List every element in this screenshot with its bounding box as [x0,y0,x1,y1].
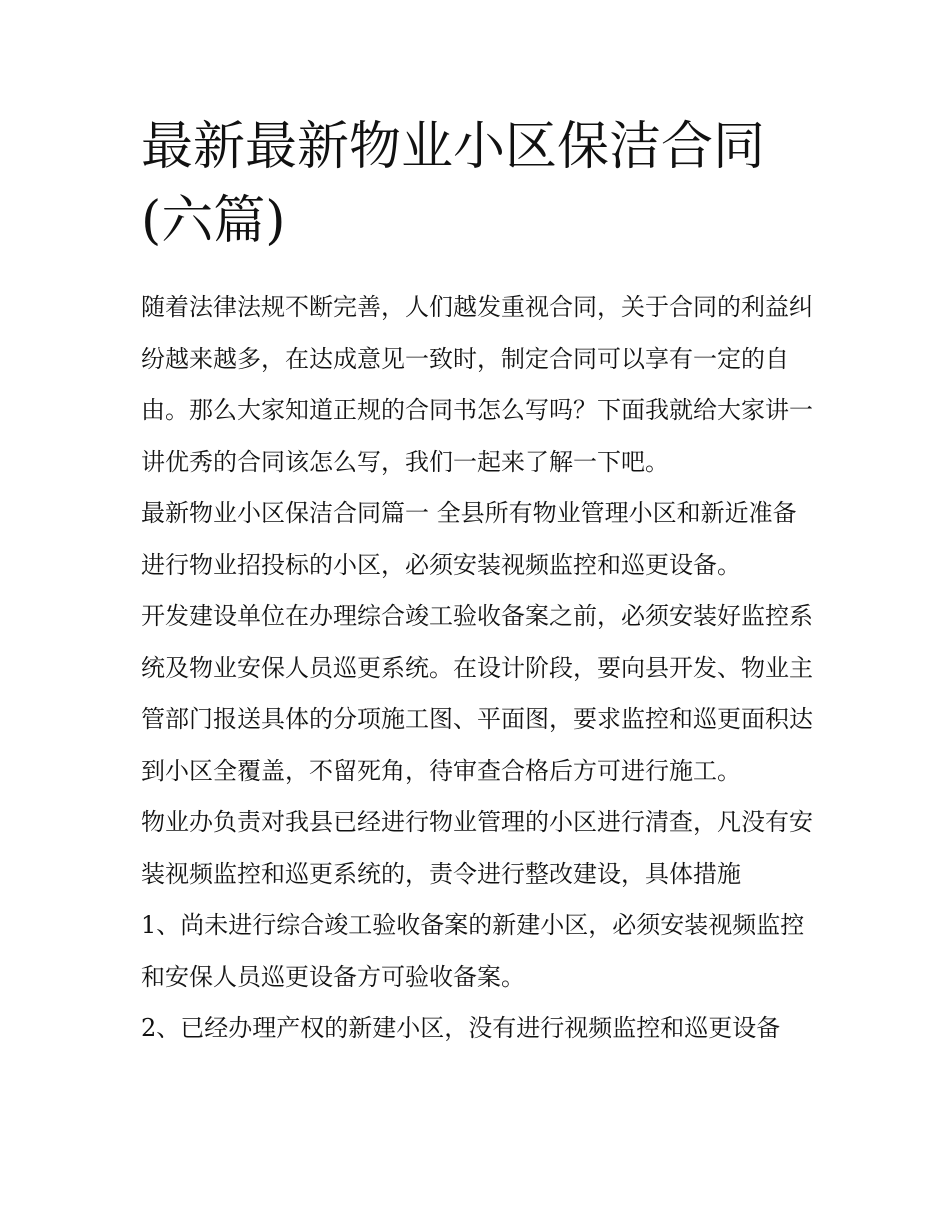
measure-two-paragraph: 2、已经办理产权的新建小区，没有进行视频监控和巡更设备 [141,1014,781,1042]
document-body [141,110,813,1055]
intro-paragraph: 随着法律法规不断完善，人们越发重视合同，关于合同的利益纠纷越来越多，在达成意见一致时，制定合同可以享有一定的自由。那么大家知道正规的合同书怎么写吗？下面我就给大家讲一讲优秀的合同该怎么写，我们一起来了解一下吧。 [141,293,813,476]
measure-one-paragraph: 1、尚未进行综合竣工验收备案的新建小区，必须安装视频监控和安保人员巡更设备方可验收备案。 [141,911,805,991]
developer-requirement-paragraph: 开发建设单位在办理综合竣工验收备案之前，必须安装好监控系统及物业安保人员巡更系统。在设计阶段，要向县开发、物业主管部门报送具体的分项施工图、平面图，要求监控和巡更面积达到小区全覆盖，不留死角，待审查合格后方可进行施工。 [141,602,813,785]
section-one-paragraph: 最新物业小区保洁合同篇一 全县所有物业管理小区和新近准备进行物业招投标的小区，必须安装视频监控和巡更设备。 [141,499,797,579]
inspection-paragraph: 物业办负责对我县已经进行物业管理的小区进行清查，凡没有安装视频监控和巡更系统的，责令进行整改建设，具体措施 [141,808,813,888]
document-title: 最新最新物业小区保洁合同(六篇) [141,117,766,251]
